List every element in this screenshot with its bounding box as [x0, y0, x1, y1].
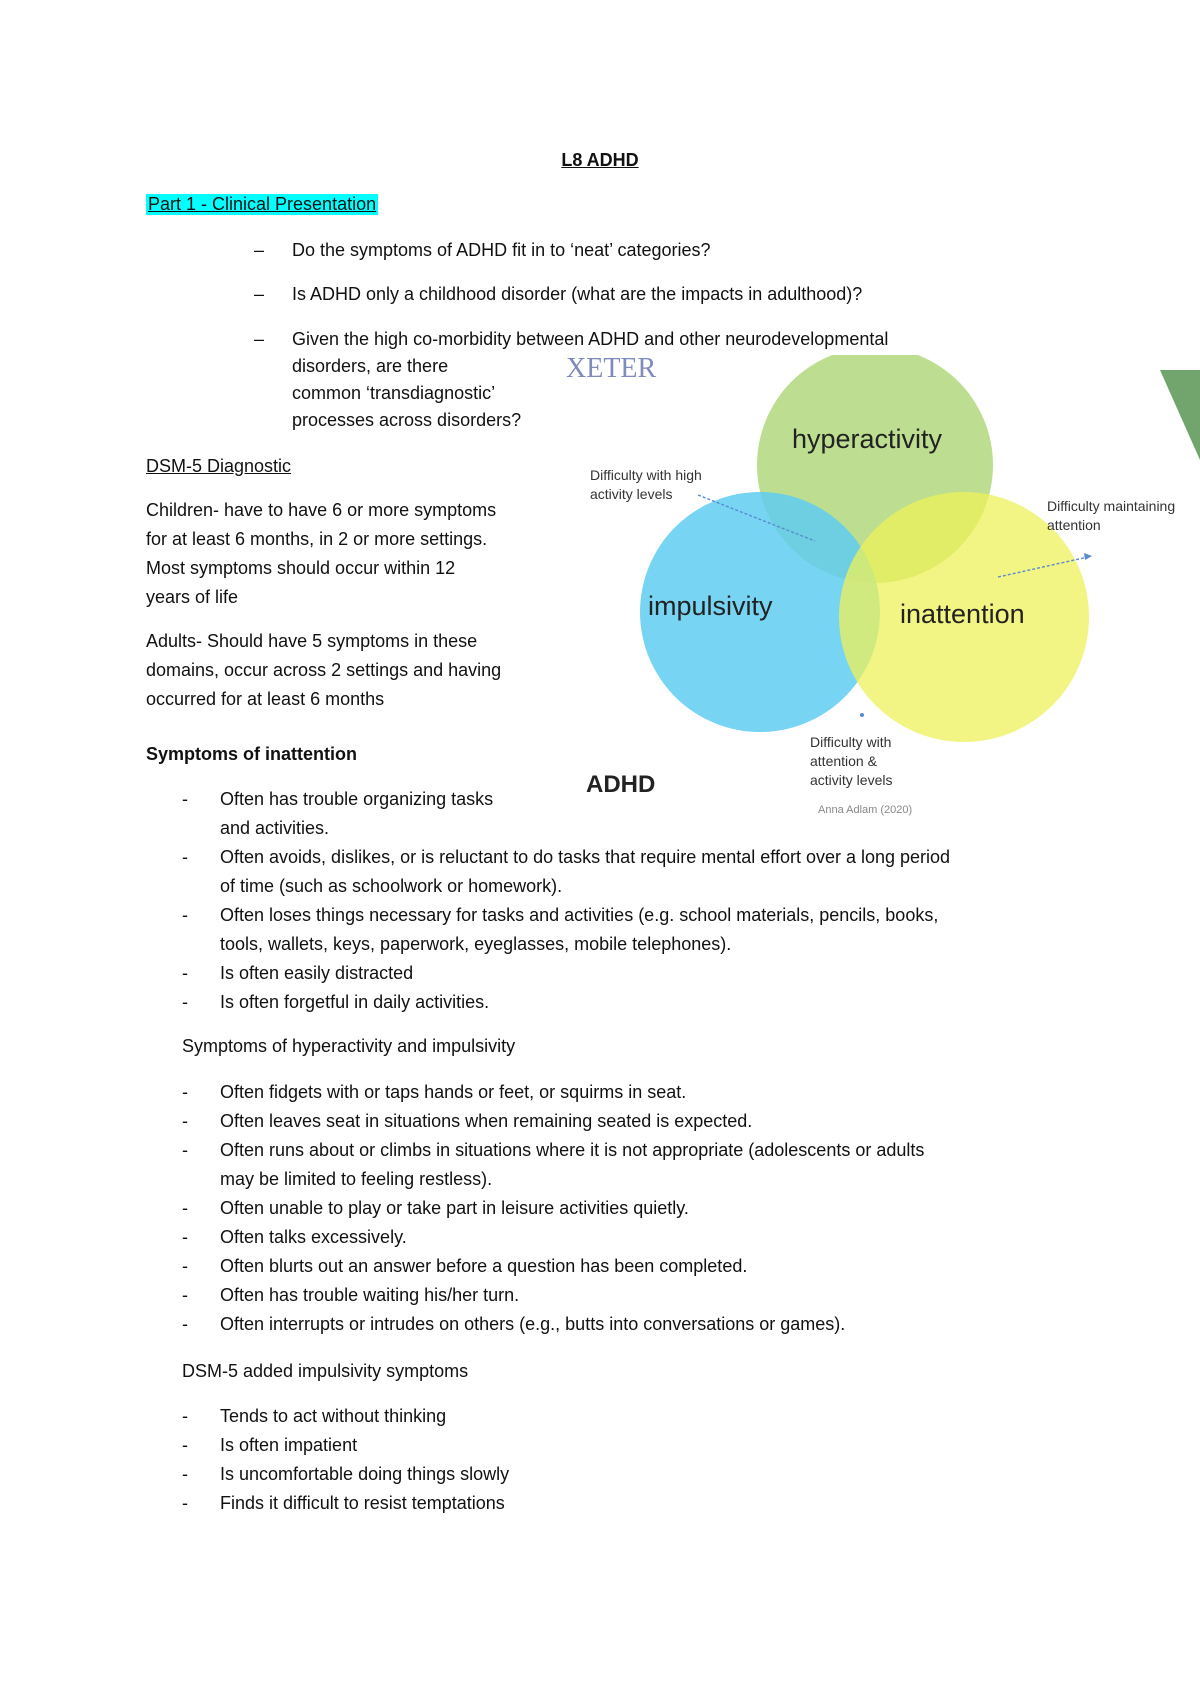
list-item [182, 1194, 924, 1223]
dash-bullet: - [182, 1111, 188, 1131]
dash-bullet: - [182, 963, 188, 983]
text-line: Adults- Should have 5 symptoms in these [146, 631, 478, 651]
dash-bullet: - [182, 1227, 188, 1247]
text-line: Often leaves seat in situations when remaining seated is expected. [220, 1111, 753, 1131]
text-line: Children- have to have 6 or more symptoms [146, 500, 497, 520]
text-line: Is often impatient [220, 1435, 358, 1455]
dash-bullet: - [182, 789, 188, 809]
dash-bullet: - [182, 1493, 188, 1513]
hyperactivity-label: hyperactivity [792, 424, 943, 454]
text-line: Often talks excessively. [220, 1227, 407, 1247]
list-item [182, 1223, 924, 1252]
text-line: for at least 6 months, in 2 or more settings. [146, 529, 488, 549]
question-text: Do the symptoms of ADHD fit in to ‘neat’ categories? [292, 240, 711, 260]
inattention-label: inattention [900, 599, 1025, 629]
text-line: Often blurts out an answer before a question has been completed. [220, 1256, 748, 1276]
text-line: Finds it difficult to resist temptations [220, 1493, 505, 1513]
question-text: common ‘transdiagnostic’ [292, 383, 496, 403]
dash-bullet: - [182, 1285, 188, 1305]
list-item [182, 1078, 924, 1107]
list-item [182, 959, 950, 988]
list-item [182, 843, 950, 901]
list-item [182, 901, 950, 959]
text-line: of time (such as schoolwork or homework). [220, 876, 563, 896]
text-line: Is often forgetful in daily activities. [220, 992, 490, 1012]
list-item [182, 1402, 509, 1431]
text-line: Often runs about or climbs in situations where it is not appropriate (adolescents or adults [220, 1140, 925, 1160]
added-symptoms-heading: DSM-5 added impulsivity symptoms [182, 1361, 469, 1381]
adhd-figure-label: ADHD [586, 771, 656, 798]
inattention-heading: Symptoms of inattention [146, 744, 357, 764]
text-line: Is uncomfortable doing things slowly [220, 1464, 510, 1484]
list-item [182, 1281, 924, 1310]
text-line: Often interrupts or intrudes on others (e.g., butts into conversations or games). [220, 1314, 846, 1334]
text-line: and activities. [220, 818, 330, 838]
list-item [182, 1431, 509, 1460]
dash-bullet: - [182, 1256, 188, 1276]
list-item [182, 1310, 924, 1339]
annotation-line: activity levels [810, 772, 893, 788]
list-item [182, 1252, 924, 1281]
text-line: Often fidgets with or taps hands or feet, or squirms in seat. [220, 1082, 687, 1102]
text-line: Often has trouble waiting his/her turn. [220, 1285, 520, 1305]
impulsivity-label: impulsivity [648, 591, 773, 621]
dash-bullet: – [254, 240, 265, 260]
dash-bullet: – [254, 329, 265, 349]
dash-bullet: – [254, 284, 265, 304]
annotation-line: Difficulty with high [590, 467, 702, 483]
dash-bullet: - [182, 1435, 188, 1455]
arrow-head [1084, 553, 1092, 560]
text-line: Tends to act without thinking [220, 1406, 447, 1426]
question-text: processes across disorders? [292, 410, 522, 430]
text-line: domains, occur across 2 settings and having [146, 660, 502, 680]
dash-bullet: - [182, 905, 188, 925]
annotation-line: attention [1047, 517, 1101, 533]
annotation-high-activity [590, 467, 706, 502]
dash-bullet: - [182, 1140, 188, 1160]
question-text: Is ADHD only a childhood disorder (what are the impacts in adulthood)? [292, 284, 863, 304]
text-line: Often avoids, dislikes, or is reluctant to do tasks that require mental effort over a long period [220, 847, 951, 867]
dash-bullet: - [182, 1198, 188, 1218]
dash-bullet: - [182, 1464, 188, 1484]
question-text: Given the high co-morbidity between ADHD and other neurodevelopmental [292, 329, 889, 349]
text-line: Is often easily distracted [220, 963, 414, 983]
text-line: tools, wallets, keys, paperwork, eyeglasses, mobile telephones). [220, 934, 732, 954]
text-line: occurred for at least 6 months [146, 689, 385, 709]
annotation-maintaining [1047, 498, 1179, 533]
section-heading-part1: Part 1 - Clinical Presentation [148, 194, 377, 214]
text-line: years of life [146, 587, 239, 607]
text-line: may be limited to feeling restless). [220, 1169, 493, 1189]
figure-credit: Anna Adlam (2020) [818, 804, 913, 816]
dash-bullet: - [182, 1082, 188, 1102]
list-item [182, 1460, 509, 1489]
dsm-heading: DSM-5 Diagnostic [146, 456, 292, 476]
list-item [182, 1136, 924, 1194]
dash-bullet: - [182, 992, 188, 1012]
adhd-venn-figure [560, 355, 1200, 830]
annotation-line: activity levels [590, 486, 673, 502]
text-line: Often has trouble organizing tasks [220, 789, 494, 809]
hyperactivity-list [182, 1078, 924, 1339]
added-symptoms-list [182, 1402, 509, 1518]
annotation-line: Difficulty with [810, 734, 892, 750]
children-criteria [146, 496, 566, 612]
dash-bullet: - [182, 1314, 188, 1334]
annotation-line: Difficulty maintaining [1047, 498, 1176, 514]
text-line: Often loses things necessary for tasks and activities (e.g. school materials, pencils, books, [220, 905, 939, 925]
annotation-arrow-tip [860, 713, 864, 717]
list-item [182, 1107, 924, 1136]
text-line: Often unable to play or take part in leisure activities quietly. [220, 1198, 689, 1218]
list-item [182, 988, 950, 1017]
dash-bullet: - [182, 847, 188, 867]
corner-image-fragment [1160, 370, 1200, 460]
document-title: L8 ADHD [561, 150, 639, 170]
list-item [182, 1489, 509, 1518]
adults-criteria [146, 627, 566, 714]
text-line: Most symptoms should occur within 12 [146, 558, 456, 578]
question-text: disorders, are there [292, 356, 449, 376]
dash-bullet: - [182, 1406, 188, 1426]
logo-fragment: XETER [566, 355, 657, 384]
annotation-line: attention & [810, 753, 877, 769]
annotation-attention-activity [810, 734, 895, 788]
hyperactivity-heading: Symptoms of hyperactivity and impulsivity [182, 1036, 516, 1056]
